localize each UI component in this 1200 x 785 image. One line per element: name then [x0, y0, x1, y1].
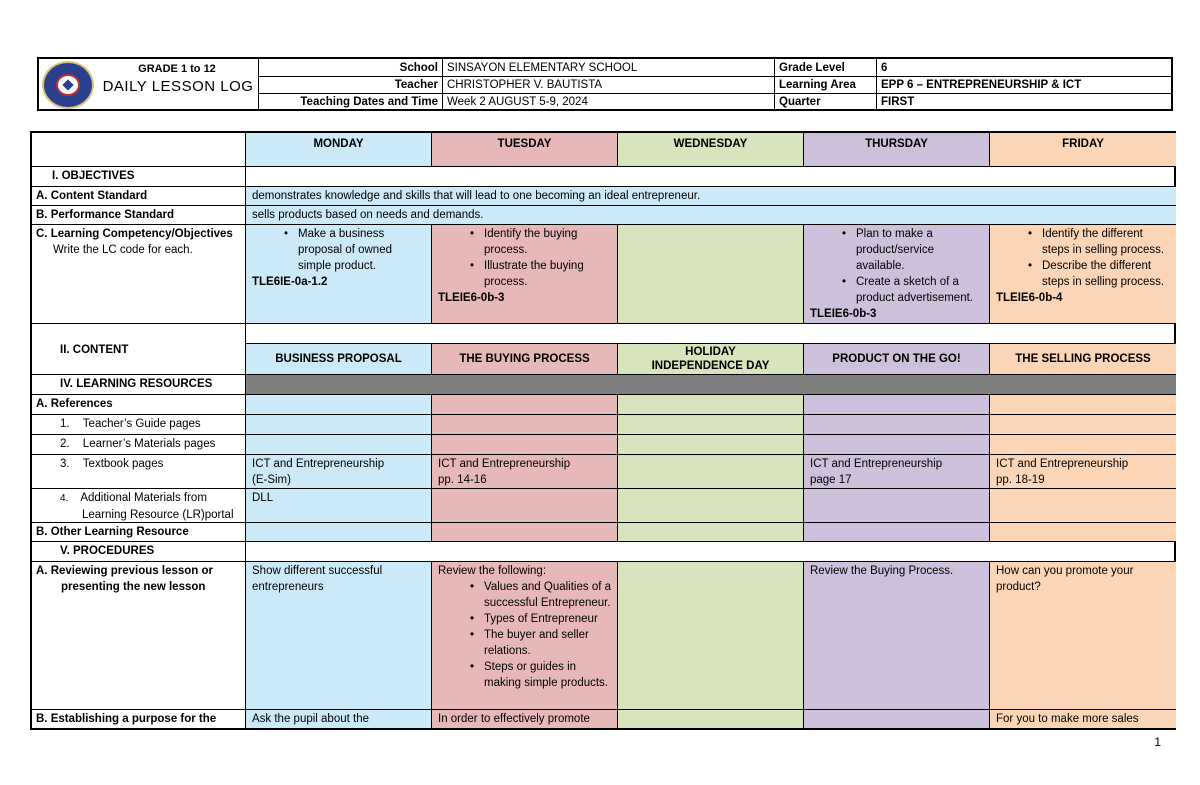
- quarter-value: FIRST: [881, 96, 915, 108]
- lm-wednesday: [618, 435, 804, 455]
- am-label-line2: Learning Resource (LR)portal: [82, 509, 234, 521]
- dates-value: Week 2 AUGUST 5-9, 2024: [447, 96, 588, 108]
- other-resource-label: B. Other Learning Resource: [32, 523, 246, 542]
- tg-label: Teacher’s Guide pages: [82, 418, 201, 430]
- tb-thursday-line1: ICT and Entrepreneurship: [810, 458, 943, 470]
- other-tuesday: [432, 523, 618, 542]
- objectives-heading: I. OBJECTIVES: [32, 167, 246, 187]
- competency-thursday-item: • Create a sketch of a product advertisement.: [856, 274, 983, 306]
- teacher-value: CHRISTOPHER V. BAUTISTA: [447, 79, 603, 91]
- resources-bar: [246, 375, 1176, 395]
- other-monday: [246, 523, 432, 542]
- competency-wednesday: [618, 225, 804, 324]
- competency-thursday-code: TLEIE6-0b-3: [810, 308, 877, 320]
- lm-label-cell: [32, 435, 246, 455]
- content-heading: II. CONTENT: [32, 324, 246, 375]
- other-thursday: [804, 523, 990, 542]
- resources-heading: IV. LEARNING RESOURCES: [32, 375, 246, 395]
- am-num: 4.: [60, 493, 69, 504]
- competency-thursday: [804, 225, 990, 324]
- lm-num: 2.: [60, 438, 70, 450]
- proc-b-monday: Ask the pupil about the: [246, 710, 432, 728]
- proc-a-tuesday-item: • Types of Entrepreneur: [484, 611, 611, 627]
- competency-sub: Write the LC code for each.: [53, 244, 193, 256]
- references-friday: [990, 395, 1176, 415]
- tg-monday: [246, 415, 432, 435]
- tb-monday-line2: (E-Sim): [252, 474, 291, 486]
- tb-label-cell: [32, 455, 246, 489]
- objectives-blank: [246, 167, 1176, 187]
- references-tuesday: [432, 395, 618, 415]
- grade-range: GRADE 1 to 12: [138, 63, 216, 75]
- am-wednesday: [618, 489, 804, 523]
- competency-tuesday-item: • Identify the buying process.: [484, 226, 611, 258]
- proc-a-tuesday-intro: Review the following:: [438, 565, 547, 577]
- grade-level-value: 6: [881, 62, 888, 74]
- tb-friday-line1: ICT and Entrepreneurship: [996, 458, 1129, 470]
- competency-friday-item: • Identify the different steps in selling process.: [1042, 226, 1170, 258]
- school-value: SINSAYON ELEMENTARY SCHOOL: [447, 62, 638, 74]
- tb-friday-line2: pp. 18-19: [996, 474, 1045, 486]
- tg-num: 1.: [60, 418, 70, 430]
- competency-tuesday-item: • Illustrate the buying process.: [484, 258, 611, 290]
- references-monday: [246, 395, 432, 415]
- tg-thursday: [804, 415, 990, 435]
- tb-tuesday: [432, 455, 618, 489]
- competency-monday-item: • Make a business proposal of owned simple product.: [298, 226, 425, 274]
- school-label: School: [399, 62, 438, 74]
- day-header-tuesday: TUESDAY: [432, 133, 618, 167]
- performance-standard-text: sells products based on needs and demands.: [246, 206, 1176, 225]
- deped-seal-icon: [42, 61, 94, 109]
- proc-b-thursday: [804, 710, 990, 728]
- content-wednesday-line2: INDEPENDENCE DAY: [651, 360, 770, 372]
- procedures-blank: [246, 542, 1176, 562]
- page-number: 1: [1154, 735, 1161, 749]
- am-monday: DLL: [246, 489, 432, 523]
- am-friday: [990, 489, 1176, 523]
- tb-tuesday-line2: pp. 14-16: [438, 474, 487, 486]
- proc-a-label-cell: [32, 562, 246, 710]
- content-friday: THE SELLING PROCESS: [990, 344, 1176, 375]
- proc-a-tuesday: [432, 562, 618, 710]
- dates-label: Teaching Dates and Time: [300, 96, 438, 108]
- quarter-label: Quarter: [779, 96, 821, 108]
- competency-label: C. Learning Competency/Objectives: [36, 228, 233, 240]
- tb-thursday-line2: page 17: [810, 474, 852, 486]
- lm-label: Learner’s Materials pages: [82, 438, 216, 450]
- competency-thursday-item: • Plan to make a product/service available.: [856, 226, 983, 274]
- content-wednesday: [618, 344, 804, 375]
- proc-a-tuesday-item: • The buyer and seller relations.: [484, 627, 611, 659]
- learning-area-label: Learning Area: [779, 79, 856, 91]
- proc-b-tuesday: In order to effectively promote: [432, 710, 618, 728]
- proc-a-label-line1: A. Reviewing previous lesson or: [36, 565, 214, 577]
- tg-tuesday: [432, 415, 618, 435]
- am-label-line1: Additional Materials from: [80, 492, 207, 504]
- content-standard-label: A. Content Standard: [32, 187, 246, 206]
- proc-a-monday: Show different successful entrepreneurs: [246, 562, 432, 710]
- tb-monday-line1: ICT and Entrepreneurship: [252, 458, 385, 470]
- tb-tuesday-line1: ICT and Entrepreneurship: [438, 458, 571, 470]
- teacher-label: Teacher: [394, 79, 438, 91]
- content-monday: BUSINESS PROPOSAL: [246, 344, 432, 375]
- proc-a-thursday: Review the Buying Process.: [804, 562, 990, 710]
- other-wednesday: [618, 523, 804, 542]
- references-wednesday: [618, 395, 804, 415]
- content-standard-text: demonstrates knowledge and skills that will lead to one becoming an ideal entrepreneur.: [246, 187, 1176, 206]
- content-tuesday: THE BUYING PROCESS: [432, 344, 618, 375]
- proc-b-wednesday: [618, 710, 804, 728]
- day-header-wednesday: WEDNESDAY: [618, 133, 804, 167]
- day-header-friday: FRIDAY: [990, 133, 1176, 167]
- competency-tuesday-code: TLEIE6-0b-3: [438, 292, 505, 304]
- am-thursday: [804, 489, 990, 523]
- header-table: [37, 57, 1173, 111]
- content-wednesday-line1: HOLIDAY: [685, 346, 736, 358]
- learning-area-value: EPP 6 – ENTREPRENEURSHIP & ICT: [881, 79, 1082, 91]
- tb-monday: [246, 455, 432, 489]
- competency-monday: [246, 225, 432, 324]
- am-label-cell: [32, 489, 246, 523]
- proc-a-tuesday-item: • Values and Qualities of a successful Entrepreneur.: [484, 579, 611, 611]
- competency-friday: [990, 225, 1176, 324]
- proc-a-friday: How can you promote your product?: [990, 562, 1176, 710]
- other-friday: [990, 523, 1176, 542]
- tb-friday: [990, 455, 1176, 489]
- tb-thursday: [804, 455, 990, 489]
- procedures-heading: V. PROCEDURES: [32, 542, 246, 562]
- competency-monday-code: TLE6IE-0a-1.2: [252, 276, 328, 288]
- performance-standard-label: B. Performance Standard: [32, 206, 246, 225]
- log-title: DAILY LESSON LOG: [102, 78, 254, 95]
- references-thursday: [804, 395, 990, 415]
- day-header-thursday: THURSDAY: [804, 133, 990, 167]
- tg-label-cell: [32, 415, 246, 435]
- day-header-monday: MONDAY: [246, 133, 432, 167]
- tg-friday: [990, 415, 1176, 435]
- competency-friday-item: • Describe the different steps in selling process.: [1042, 258, 1170, 290]
- lm-thursday: [804, 435, 990, 455]
- grade-level-label: Grade Level: [779, 62, 845, 74]
- lm-friday: [990, 435, 1176, 455]
- tg-wednesday: [618, 415, 804, 435]
- lesson-log-table: [30, 131, 1176, 730]
- competency-tuesday: [432, 225, 618, 324]
- competency-label-cell: [32, 225, 246, 324]
- content-blank: [246, 324, 1176, 344]
- proc-b-friday: For you to make more sales: [990, 710, 1176, 728]
- proc-b-label: B. Establishing a purpose for the: [32, 710, 246, 728]
- competency-friday-code: TLEIE6-0b-4: [996, 292, 1063, 304]
- am-tuesday: [432, 489, 618, 523]
- lm-monday: [246, 435, 432, 455]
- lm-tuesday: [432, 435, 618, 455]
- tb-wednesday: [618, 455, 804, 489]
- proc-a-wednesday: [618, 562, 804, 710]
- content-thursday: PRODUCT ON THE GO!: [804, 344, 990, 375]
- proc-a-label-line2: presenting the new lesson: [61, 581, 206, 593]
- proc-a-tuesday-item: • Steps or guides in making simple products.: [484, 659, 611, 691]
- corner-cell: [32, 133, 246, 167]
- tb-label: Textbook pages: [82, 458, 164, 470]
- tb-num: 3.: [60, 458, 70, 470]
- references-label: A. References: [32, 395, 246, 415]
